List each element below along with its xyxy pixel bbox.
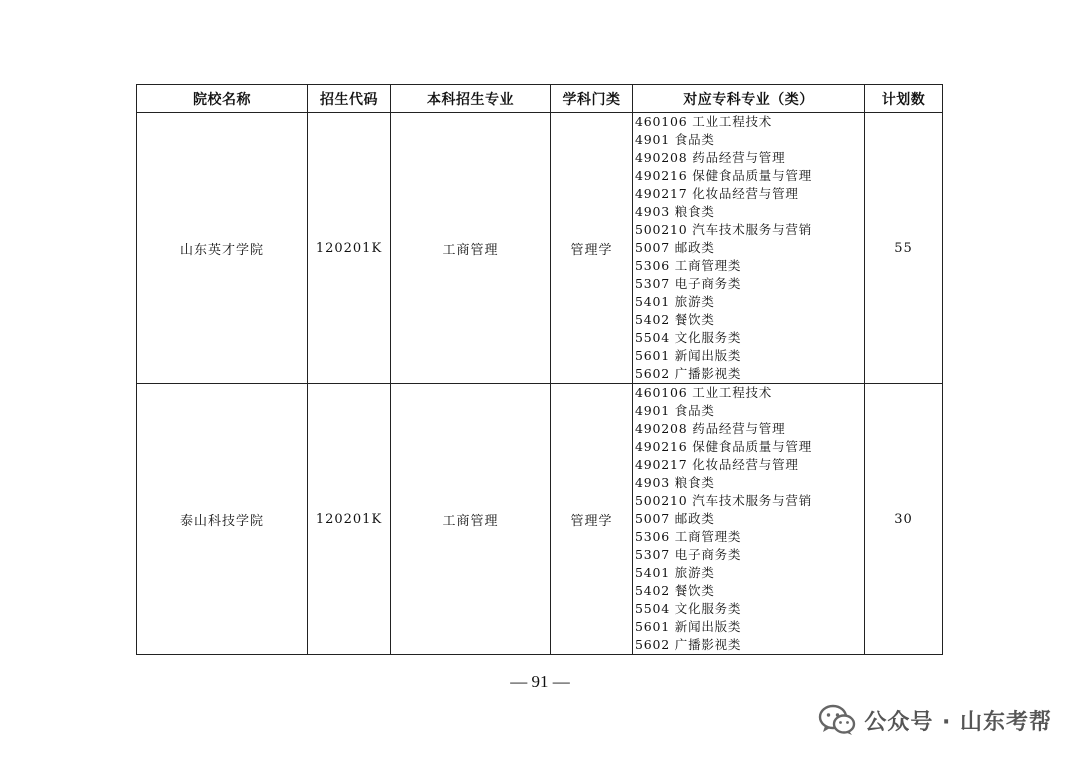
header-enroll-code: 招生代码 xyxy=(308,85,391,113)
related-major-item: 5504 文化服务类 xyxy=(635,601,742,616)
related-major-item: 4901 食品类 xyxy=(635,403,715,418)
related-major-item: 5602 广播影视类 xyxy=(635,637,742,652)
cell-school-name-text: 泰山科技学院 xyxy=(179,513,264,529)
cell-undergrad-major-text: 工商管理 xyxy=(442,242,499,258)
related-major-item: 460106 工业工程技术 xyxy=(635,385,773,400)
related-major-item: 4901 食品类 xyxy=(635,132,715,147)
cell-discipline-text: 管理学 xyxy=(570,513,613,529)
cell-plan-count-text: 30 xyxy=(894,511,913,527)
related-major-item: 5007 邮政类 xyxy=(635,240,715,255)
cell-undergrad-major xyxy=(391,113,551,384)
header-undergrad-major: 本科招生专业 xyxy=(391,85,551,113)
related-major-item: 500210 汽车技术服务与营销 xyxy=(635,493,812,508)
related-major-item: 490208 药品经营与管理 xyxy=(635,421,786,436)
related-major-item: 4903 粮食类 xyxy=(635,204,715,219)
related-major-item: 5401 旅游类 xyxy=(635,294,715,309)
related-major-item: 5602 广播影视类 xyxy=(635,366,742,381)
admission-plan-sheet xyxy=(136,84,942,654)
cell-discipline xyxy=(551,384,633,655)
cell-plan-count xyxy=(865,384,943,655)
related-major-item: 460106 工业工程技术 xyxy=(635,114,773,129)
cell-school-name-text: 山东英才学院 xyxy=(179,242,264,258)
cell-school-name xyxy=(137,113,308,384)
related-major-item: 5601 新闻出版类 xyxy=(635,348,742,363)
related-major-item: 490208 药品经营与管理 xyxy=(635,150,786,165)
cell-enroll-code xyxy=(308,384,391,655)
cell-enroll-code xyxy=(308,113,391,384)
cell-plan-count xyxy=(865,113,943,384)
related-major-item: 490216 保健食品质量与管理 xyxy=(635,168,812,183)
related-major-item: 490216 保健食品质量与管理 xyxy=(635,439,812,454)
watermark xyxy=(818,702,1052,738)
related-major-item: 5307 电子商务类 xyxy=(635,547,742,562)
related-major-item: 5401 旅游类 xyxy=(635,565,715,580)
cell-enroll-code-text: 120201K xyxy=(315,511,383,527)
related-major-item: 5007 邮政类 xyxy=(635,511,715,526)
cell-school-name xyxy=(137,384,308,655)
related-major-item: 500210 汽车技术服务与营销 xyxy=(635,222,812,237)
related-major-item: 5402 餐饮类 xyxy=(635,312,715,327)
admission-plan-table xyxy=(136,84,943,655)
cell-enroll-code-text: 120201K xyxy=(315,240,383,256)
related-major-item: 490217 化妆品经营与管理 xyxy=(635,457,799,472)
related-major-item: 5306 工商管理类 xyxy=(635,529,742,544)
related-major-item: 5402 餐饮类 xyxy=(635,583,715,598)
table-row xyxy=(137,384,943,655)
header-discipline: 学科门类 xyxy=(551,85,633,113)
cell-related-majors xyxy=(633,113,865,384)
related-major-item: 4903 粮食类 xyxy=(635,475,715,490)
related-major-item: 490217 化妆品经营与管理 xyxy=(635,186,799,201)
watermark-text: 公众号 · 山东考帮 xyxy=(864,709,1052,735)
cell-plan-count-text: 55 xyxy=(894,240,913,256)
cell-related-majors xyxy=(633,384,865,655)
related-major-item: 5306 工商管理类 xyxy=(635,258,742,273)
header-related-majors: 对应专科专业（类） xyxy=(633,85,865,113)
header-school-name: 院校名称 xyxy=(137,85,308,113)
cell-undergrad-major xyxy=(391,384,551,655)
header-plan-count: 计划数 xyxy=(865,85,943,113)
cell-undergrad-major-text: 工商管理 xyxy=(442,513,499,529)
related-major-item: 5601 新闻出版类 xyxy=(635,619,742,634)
related-major-item: 5504 文化服务类 xyxy=(635,330,742,345)
table-header-row xyxy=(137,85,943,113)
related-major-item: 5307 电子商务类 xyxy=(635,276,742,291)
page-number: — 91 — xyxy=(510,672,570,691)
table-row xyxy=(137,113,943,384)
wechat-icon xyxy=(818,703,856,737)
cell-discipline-text: 管理学 xyxy=(570,242,613,258)
cell-discipline xyxy=(551,113,633,384)
